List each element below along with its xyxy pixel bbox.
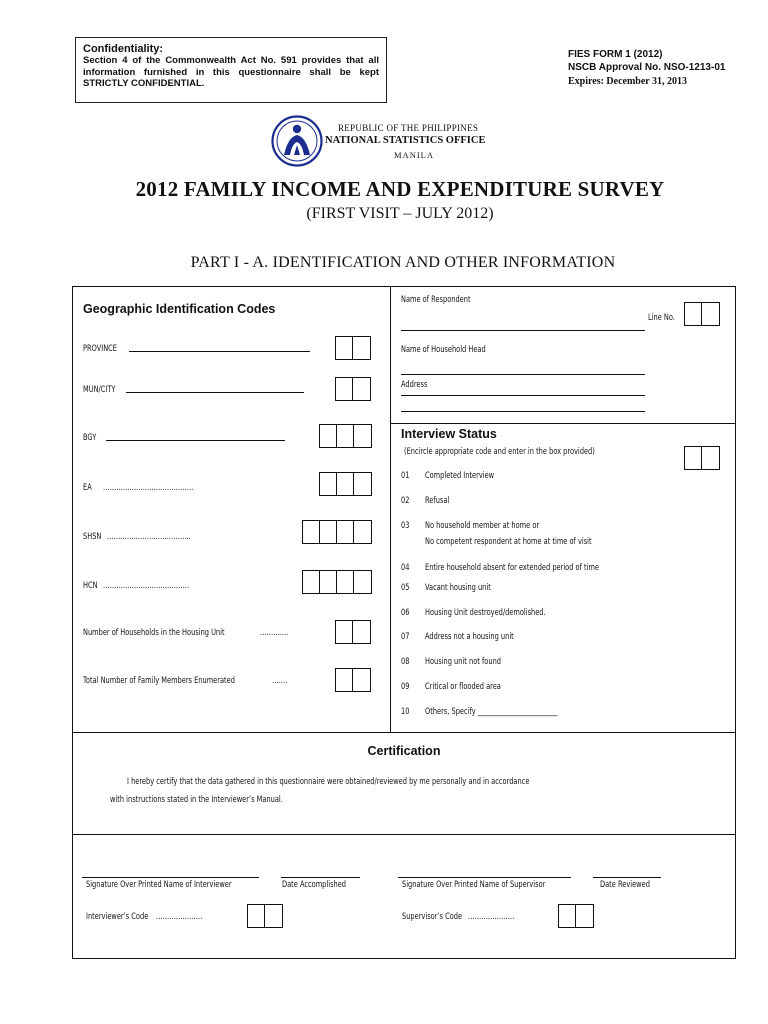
interviewer-signature-line[interactable] — [82, 877, 259, 878]
households-code-box[interactable] — [335, 620, 371, 644]
status-label: Refusal — [425, 496, 450, 506]
households-dots: ……….... — [260, 628, 289, 638]
agency-city: MANILA — [394, 150, 434, 160]
supervisor-code-label: Supervisor’s Code — [402, 912, 463, 922]
members-label: Total Number of Family Members Enumerated — [83, 676, 235, 686]
agency-name: NATIONAL STATISTICS OFFICE — [325, 135, 486, 146]
supervisor-signature-line[interactable] — [398, 877, 571, 878]
status-code: 06 — [401, 608, 410, 618]
survey-subtitle: (FIRST VISIT – JULY 2012) — [306, 205, 494, 222]
status-label: No household member at home or — [425, 521, 540, 531]
nso-logo-icon — [271, 115, 323, 167]
ea-label: EA — [83, 483, 92, 493]
supervisor-code-box[interactable] — [558, 904, 594, 928]
ea-dots: ………………..………………… — [103, 483, 194, 493]
ea-code-box[interactable] — [319, 472, 372, 496]
hcn-code-box[interactable] — [302, 570, 372, 594]
date-reviewed-line[interactable] — [593, 877, 661, 878]
approval-number: NSCB Approval No. NSO-1213-01 — [568, 62, 726, 73]
certification-line-1: I hereby certify that the data gathered in this questionnaire were obtained/reviewed by me personally and in accordance — [127, 777, 530, 787]
bgy-code-box[interactable] — [319, 424, 372, 448]
survey-title: 2012 FAMILY INCOME AND EXPENDITURE SURVEY — [135, 177, 665, 201]
interviewer-code-dots: ………………… — [156, 912, 203, 922]
bgy-line[interactable] — [106, 440, 285, 441]
interviewer-code-label: Interviewer’s Code — [86, 912, 149, 922]
date-accomplished-label: Date Accomplished — [282, 880, 347, 890]
date-accomplished-line[interactable] — [281, 877, 360, 878]
status-label: Housing unit not found — [425, 657, 501, 667]
form-number: FIES FORM 1 (2012) — [568, 49, 663, 60]
status-label: Vacant housing unit — [425, 583, 491, 593]
column-divider — [390, 286, 391, 732]
respondent-name-label: Name of Respondent — [401, 295, 471, 305]
expiry-date: Expires: December 31, 2013 — [568, 76, 688, 87]
line-no-label: Line No. — [648, 313, 675, 323]
line-no-code-box[interactable] — [684, 302, 720, 326]
status-label: Completed Interview — [425, 471, 495, 481]
muncity-code-box[interactable] — [335, 377, 371, 401]
muncity-line[interactable] — [126, 392, 304, 393]
address-line-1[interactable] — [401, 395, 645, 396]
muncity-label: MUN/CITY — [83, 385, 116, 395]
status-label: Address not a housing unit — [425, 632, 514, 642]
province-label: PROVINCE — [83, 344, 117, 354]
province-code-box[interactable] — [335, 336, 371, 360]
status-code: 09 — [401, 682, 410, 692]
status-code: 08 — [401, 657, 410, 667]
hcn-label: HCN — [83, 581, 98, 591]
interview-status-heading: Interview Status — [401, 427, 497, 441]
status-code: 02 — [401, 496, 410, 506]
confidentiality-text: Section 4 of the Commonwealth Act No. 591 provides that all information furnished in this questionnaire shall be kept STRICTLY CONFIDENTIAL. — [83, 55, 379, 89]
certification-divider — [72, 732, 736, 733]
part-title: PART I - A. IDENTIFICATION AND OTHER INFORMATION — [190, 254, 616, 271]
address-label: Address — [401, 380, 428, 390]
interviewer-signature-label: Signature Over Printed Name of Interviewer — [86, 880, 232, 890]
status-label: Critical or flooded area — [425, 682, 501, 692]
interview-status-code-box[interactable] — [684, 446, 720, 470]
supervisor-signature-label: Signature Over Printed Name of Supervisor — [402, 880, 546, 890]
signature-divider — [72, 834, 736, 835]
households-label: Number of Households in the Housing Unit — [83, 628, 225, 638]
status-code: 04 — [401, 563, 410, 573]
agency-republic: REPUBLIC OF THE PHILIPPINES — [338, 123, 479, 133]
respondent-name-line[interactable] — [401, 330, 645, 331]
hcn-dots: ………………………………… — [103, 581, 190, 591]
confidentiality-title: Confidentiality: — [83, 43, 164, 55]
status-label: No competent respondent at home at time of visit — [425, 537, 592, 547]
certification-heading: Certification — [367, 744, 441, 758]
certification-line-2: with instructions stated in the Interviewer’s Manual. — [110, 795, 283, 805]
household-head-label: Name of Household Head — [401, 345, 486, 355]
confidentiality-box — [75, 37, 387, 103]
status-code: 01 — [401, 471, 410, 481]
status-label: Housing Unit destroyed/demolished. — [425, 608, 546, 618]
household-head-line[interactable] — [401, 374, 645, 375]
interview-status-instruction: (Encircle appropriate code and enter in the box provided) — [404, 447, 595, 457]
members-code-box[interactable] — [335, 668, 371, 692]
shsn-dots: ……………………………….. — [107, 532, 191, 542]
status-label: Others, Specify ________________________ — [425, 707, 558, 717]
status-label: Entire household absent for extended period of time — [425, 563, 600, 573]
interviewer-code-box[interactable] — [247, 904, 283, 928]
status-code: 10 — [401, 707, 410, 717]
address-line-2[interactable] — [401, 411, 645, 412]
bgy-label: BGY — [83, 433, 97, 443]
geo-heading: Geographic Identification Codes — [83, 302, 276, 316]
date-reviewed-label: Date Reviewed — [600, 880, 650, 890]
shsn-label: SHSN — [83, 532, 102, 542]
shsn-code-box[interactable] — [302, 520, 372, 544]
status-code: 07 — [401, 632, 410, 642]
supervisor-code-dots: ………………… — [468, 912, 515, 922]
status-divider — [390, 423, 736, 424]
members-dots: ……. — [272, 676, 288, 686]
status-code: 05 — [401, 583, 410, 593]
province-line[interactable] — [129, 351, 310, 352]
status-code: 03 — [401, 521, 410, 531]
